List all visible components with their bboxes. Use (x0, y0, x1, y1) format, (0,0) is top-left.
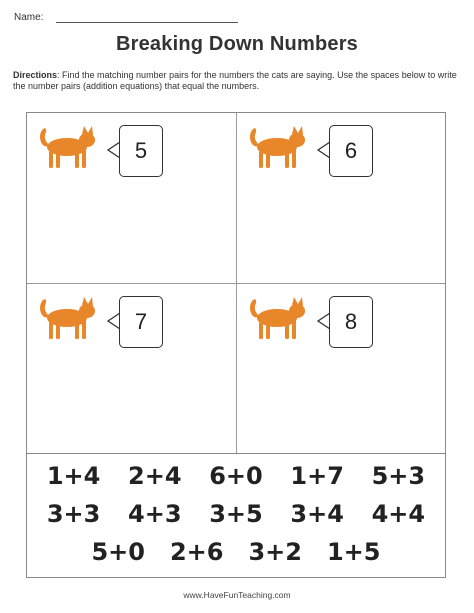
equation-item[interactable]: 1+5 (326, 538, 381, 566)
footer-url: www.HaveFunTeaching.com (183, 590, 291, 600)
grid-cell-3[interactable] (27, 284, 236, 454)
grid-cell-4[interactable] (237, 284, 446, 454)
speech-bubble-number: 8 (329, 296, 373, 348)
equation-item[interactable]: 1+4 (46, 462, 101, 490)
cat-icon (37, 123, 103, 171)
equation-item[interactable]: 2+6 (169, 538, 224, 566)
directions-label: Directions (13, 70, 58, 80)
equation-item[interactable]: 3+5 (209, 500, 263, 528)
directions-text: : Find the matching number pairs for the numbers the cats are saying. Use the spaces below to write the number pairs (addition equations) that equal the numbers. (13, 70, 457, 91)
equation-item[interactable]: 3+4 (290, 500, 344, 528)
cat-icon (247, 294, 313, 342)
speech-bubble-number: 6 (329, 125, 373, 177)
equation-item[interactable]: 1+7 (290, 462, 344, 490)
speech-bubble-number: 7 (119, 296, 163, 348)
equation-item[interactable]: 6+0 (209, 462, 263, 490)
equation-item[interactable]: 5+0 (91, 538, 145, 566)
grid-cell-1[interactable] (27, 113, 236, 283)
number-grid (26, 112, 446, 454)
directions (13, 70, 465, 92)
cat-icon (247, 123, 313, 171)
equation-bank (26, 454, 446, 578)
equation-item[interactable]: 3+3 (46, 500, 101, 528)
equation-row-1 (27, 462, 445, 490)
equation-item[interactable]: 4+3 (128, 500, 182, 528)
equation-row-3 (27, 538, 445, 566)
speech-bubble-number: 5 (119, 125, 163, 177)
equation-item[interactable]: 4+4 (371, 500, 426, 528)
name-line[interactable] (56, 22, 238, 23)
name-label: Name: (14, 12, 44, 23)
page-title: Breaking Down Numbers (115, 33, 359, 55)
equation-row-2 (27, 500, 445, 528)
equation-item[interactable]: 5+3 (371, 462, 426, 490)
cat-icon (37, 294, 103, 342)
equation-item[interactable]: 3+2 (248, 538, 302, 566)
grid-cell-2[interactable] (237, 113, 446, 283)
equation-item[interactable]: 2+4 (128, 462, 182, 490)
